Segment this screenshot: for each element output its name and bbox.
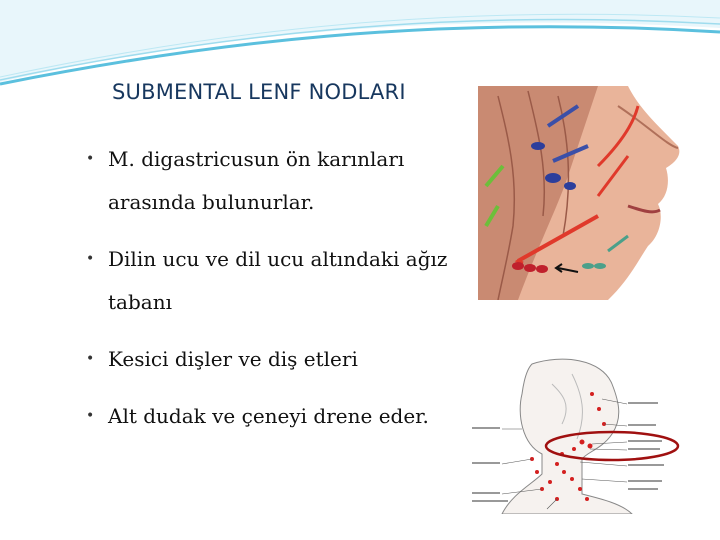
neck-lymph-node-diagram	[462, 354, 694, 514]
bullet-dot-icon: •	[86, 351, 95, 367]
face-lymphatic-illustration	[478, 86, 692, 300]
bullet-dot-icon: •	[86, 408, 95, 424]
bullet-dot-icon: •	[86, 151, 95, 167]
bullet-list	[82, 138, 462, 452]
bullet-text: M. digastricusun ön karınları arasında bulunurlar.	[108, 147, 405, 214]
bullet-item	[82, 395, 462, 438]
slide-title: SUBMENTAL LENF NODLARI	[112, 80, 406, 104]
bullet-item	[82, 338, 462, 381]
header-swoosh-decoration	[0, 0, 720, 90]
bullet-text: Alt dudak ve çeneyi drene eder.	[108, 404, 429, 428]
bullet-text: Kesici dişler ve diş etleri	[108, 347, 358, 371]
bullet-item	[82, 138, 462, 224]
bullet-text: Dilin ucu ve dil ucu altındaki ağız tabanı	[108, 247, 448, 314]
bullet-dot-icon: •	[86, 251, 95, 267]
bullet-item	[82, 238, 462, 324]
